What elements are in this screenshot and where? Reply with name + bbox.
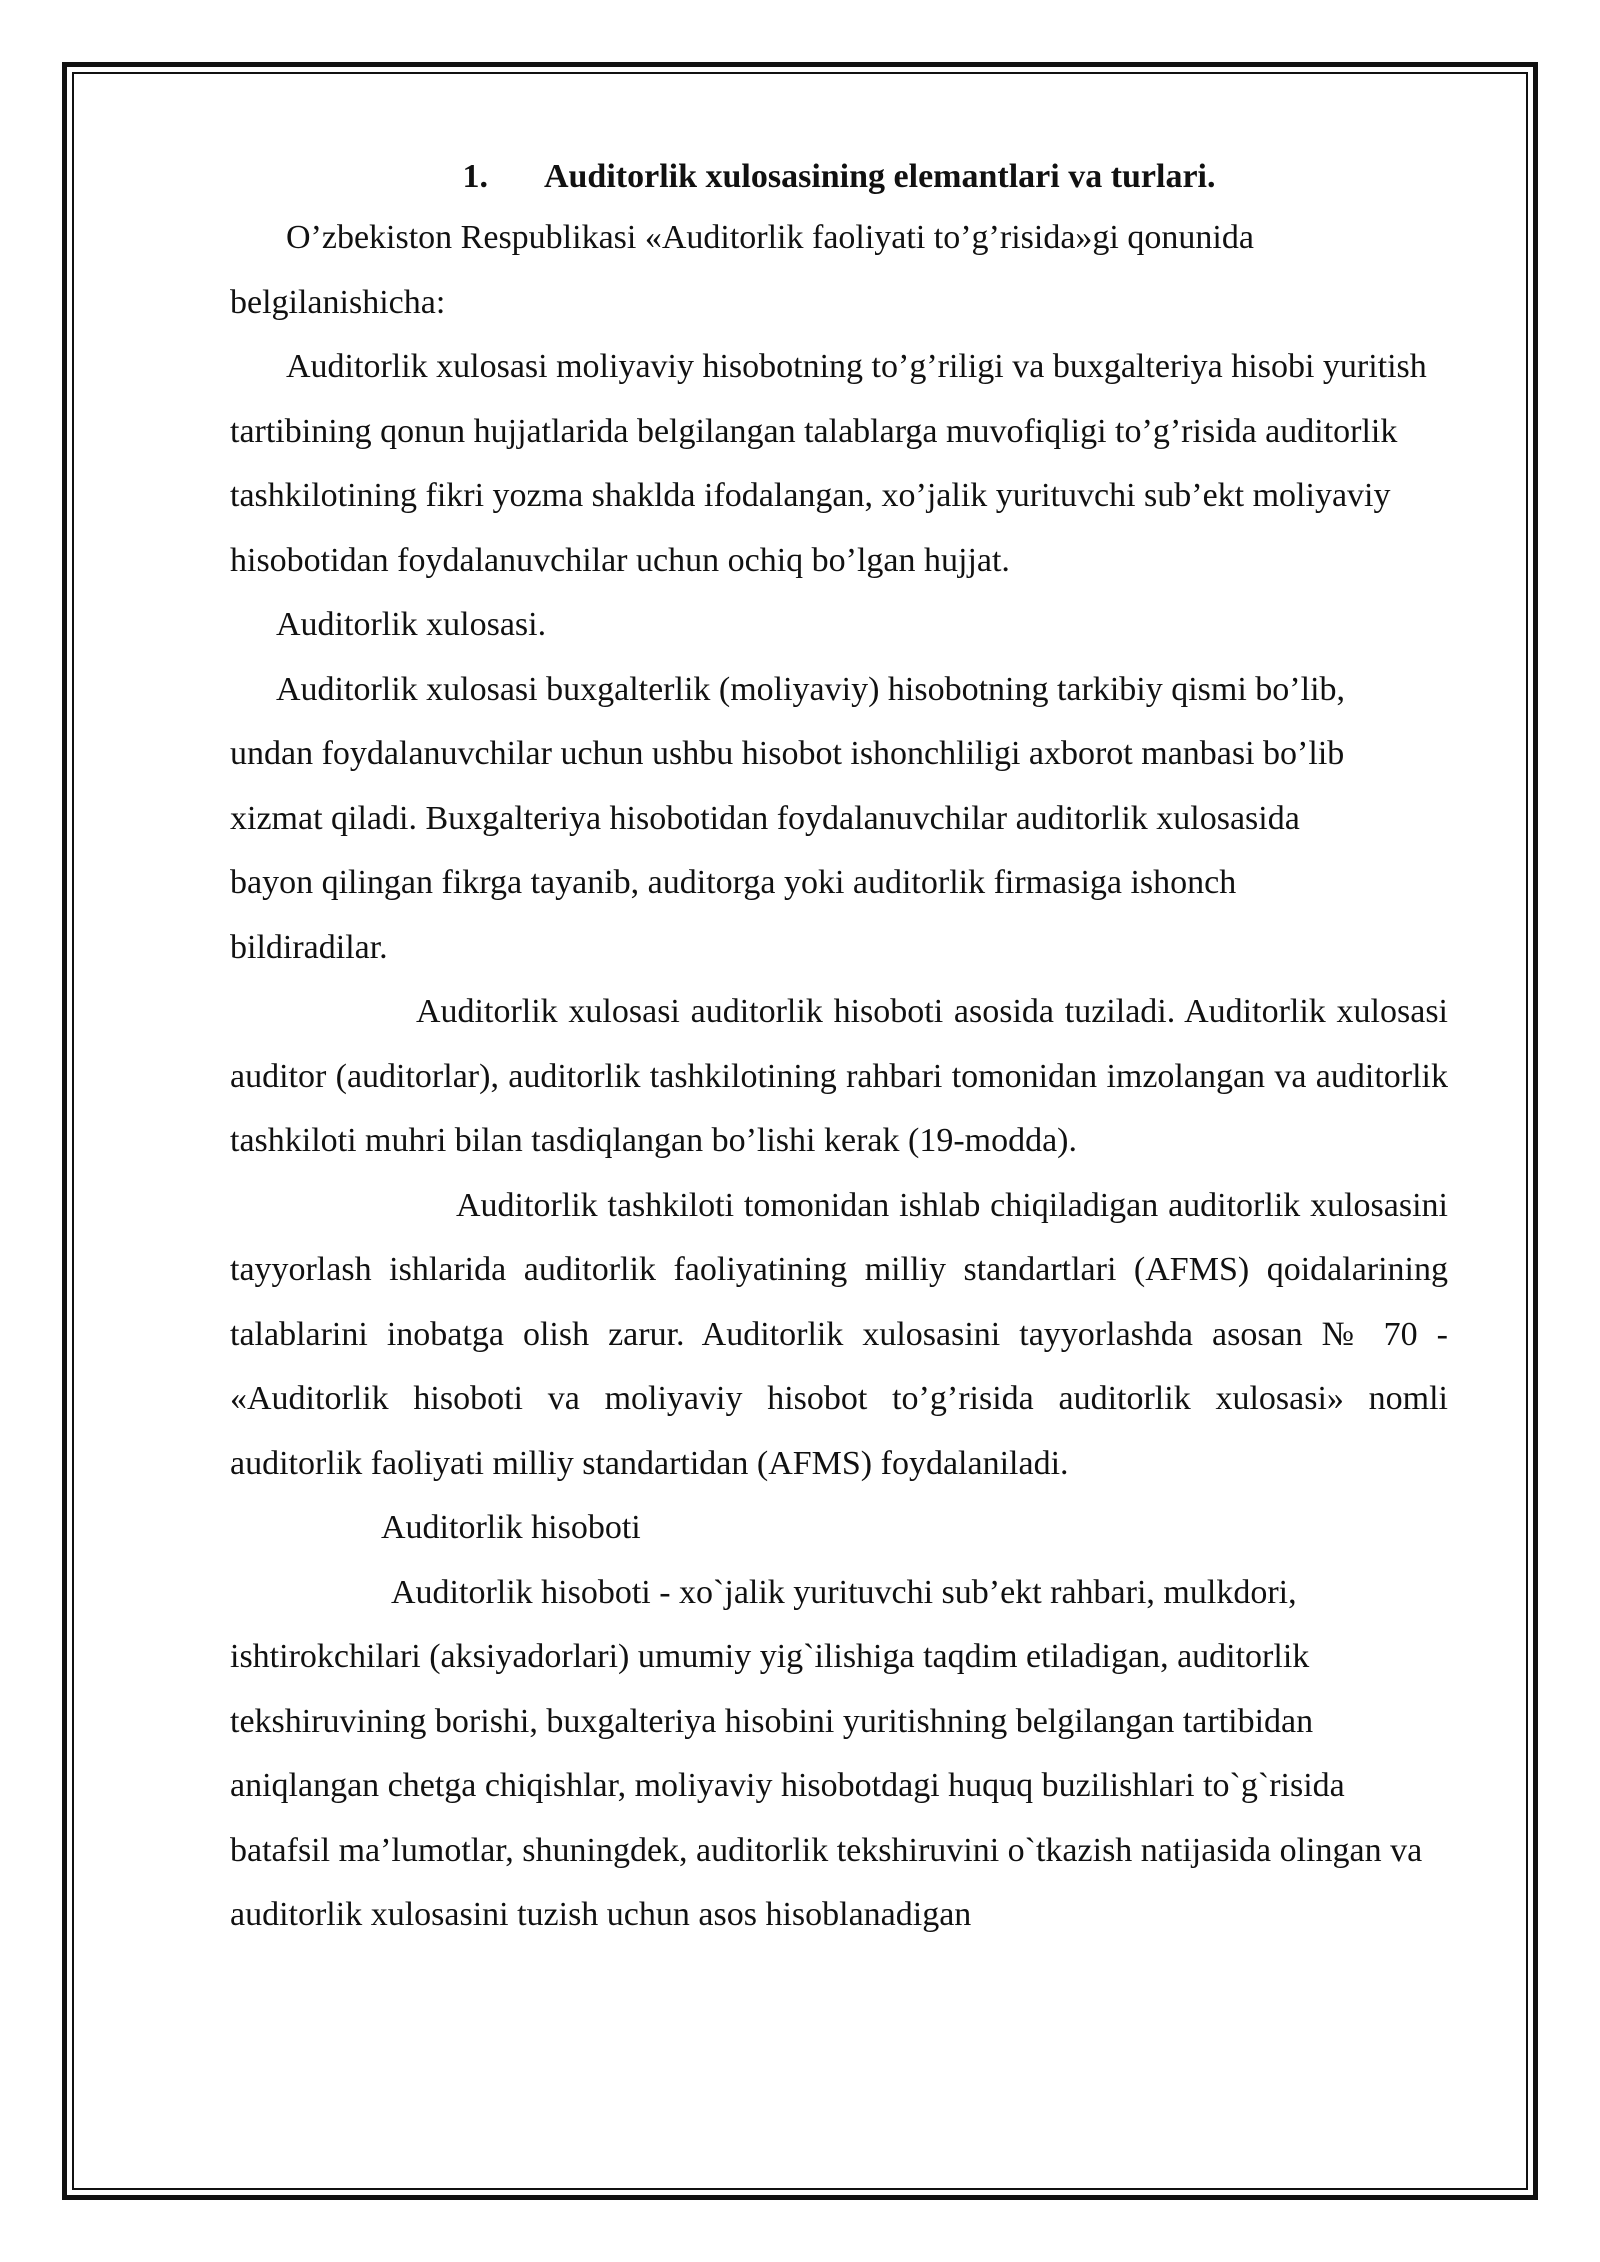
section-number: 1. xyxy=(462,158,488,195)
paragraph-report-definition: Auditorlik hisoboti - xo`jalik yurituvchi sub’ekt rahbari, mulkdori, ishtirokchilari (aksiyadorlari) umumiy yig`ilishiga taqdim etiladigan, auditorlik tekshiruvining borishi, buxgalteriya hisobini yuritishning belgilangan tartibidan aniqlangan chetga chiqishlar, moliyaviy hisobotdagi huquq buzilishlari to`g`risida batafsil ma’lumotlar, shuningdek, auditorlik tekshiruvini o`tkazish natijasida olingan va auditorlik xulosasini tuzish uchun asos hisoblanadigan xyxy=(230,1573,1423,1933)
paragraph-standards: Auditorlik tashkiloti tomonidan ishlab chiqiladigan auditorlik xulosasini tayyorlash ishlarida auditorlik faoliyatining milliy standartlari (AFMS) qoidalarining talablarini inobatga olish zarur. Auditorlik xulosasini tayyorlashda asosan № 70 - «Auditorlik hisoboti va moliyaviy hisobot to’g’risida auditorlik xulosasi» nomli auditorlik faoliyati milliy standartidan (AFMS) foydalaniladi. xyxy=(230,1186,1448,1482)
paragraph-law-intro: O’zbekiston Respublikasi «Auditorlik faoliyati to’g’risida»gi qonunida belgilanishicha: xyxy=(230,219,1254,321)
paragraph-subheading-report: Auditorlik hisoboti xyxy=(381,1509,641,1546)
section-heading xyxy=(230,148,1448,206)
section-title: Auditorlik xulosasining elemantlari va turlari. xyxy=(543,158,1216,195)
paragraph-conclusion-part: Auditorlik xulosasi buxgalterlik (moliyaviy) hisobotning tarkibiy qismi bo’lib, undan foydalanuvchilar uchun ushbu hisobot ishonchliligi axborot manbasi bo’lib xizmat qiladi. Buxgalteriya hisobotidan foydalanuvchilar auditorlik xulosasida bayon qilingan fikrga tayanib, auditorga yoki auditorlik firmasiga ishonch bildiradilar. xyxy=(230,670,1346,966)
paragraph-conclusion-basis: Auditorlik xulosasi auditorlik hisoboti asosida tuziladi. Auditorlik xulosasi auditor (auditorlar), auditorlik tashkilotining rahbari tomonidan imzolangan va auditorlik tashkiloti muhri bilan tasdiqlangan bo’lishi kerak (19-modda). xyxy=(230,993,1448,1159)
paragraph-definition: Auditorlik xulosasi moliyaviy hisobotning to’g’riligi va buxgalteriya hisobi yuritish tartibining qonun hujjatlarida belgilangan talablarga muvofiqligi to’g’risida auditorlik tashkilotining fikri yozma shaklda ifodalangan, xo’jalik yurituvchi sub’ekt moliyaviy hisobotidan foydalanuvchilar uchun ochiq bo’lgan hujjat. xyxy=(230,348,1427,579)
paragraph-subheading-conclusion: Auditorlik xulosasi. xyxy=(276,606,547,643)
document-body xyxy=(230,148,1448,1948)
